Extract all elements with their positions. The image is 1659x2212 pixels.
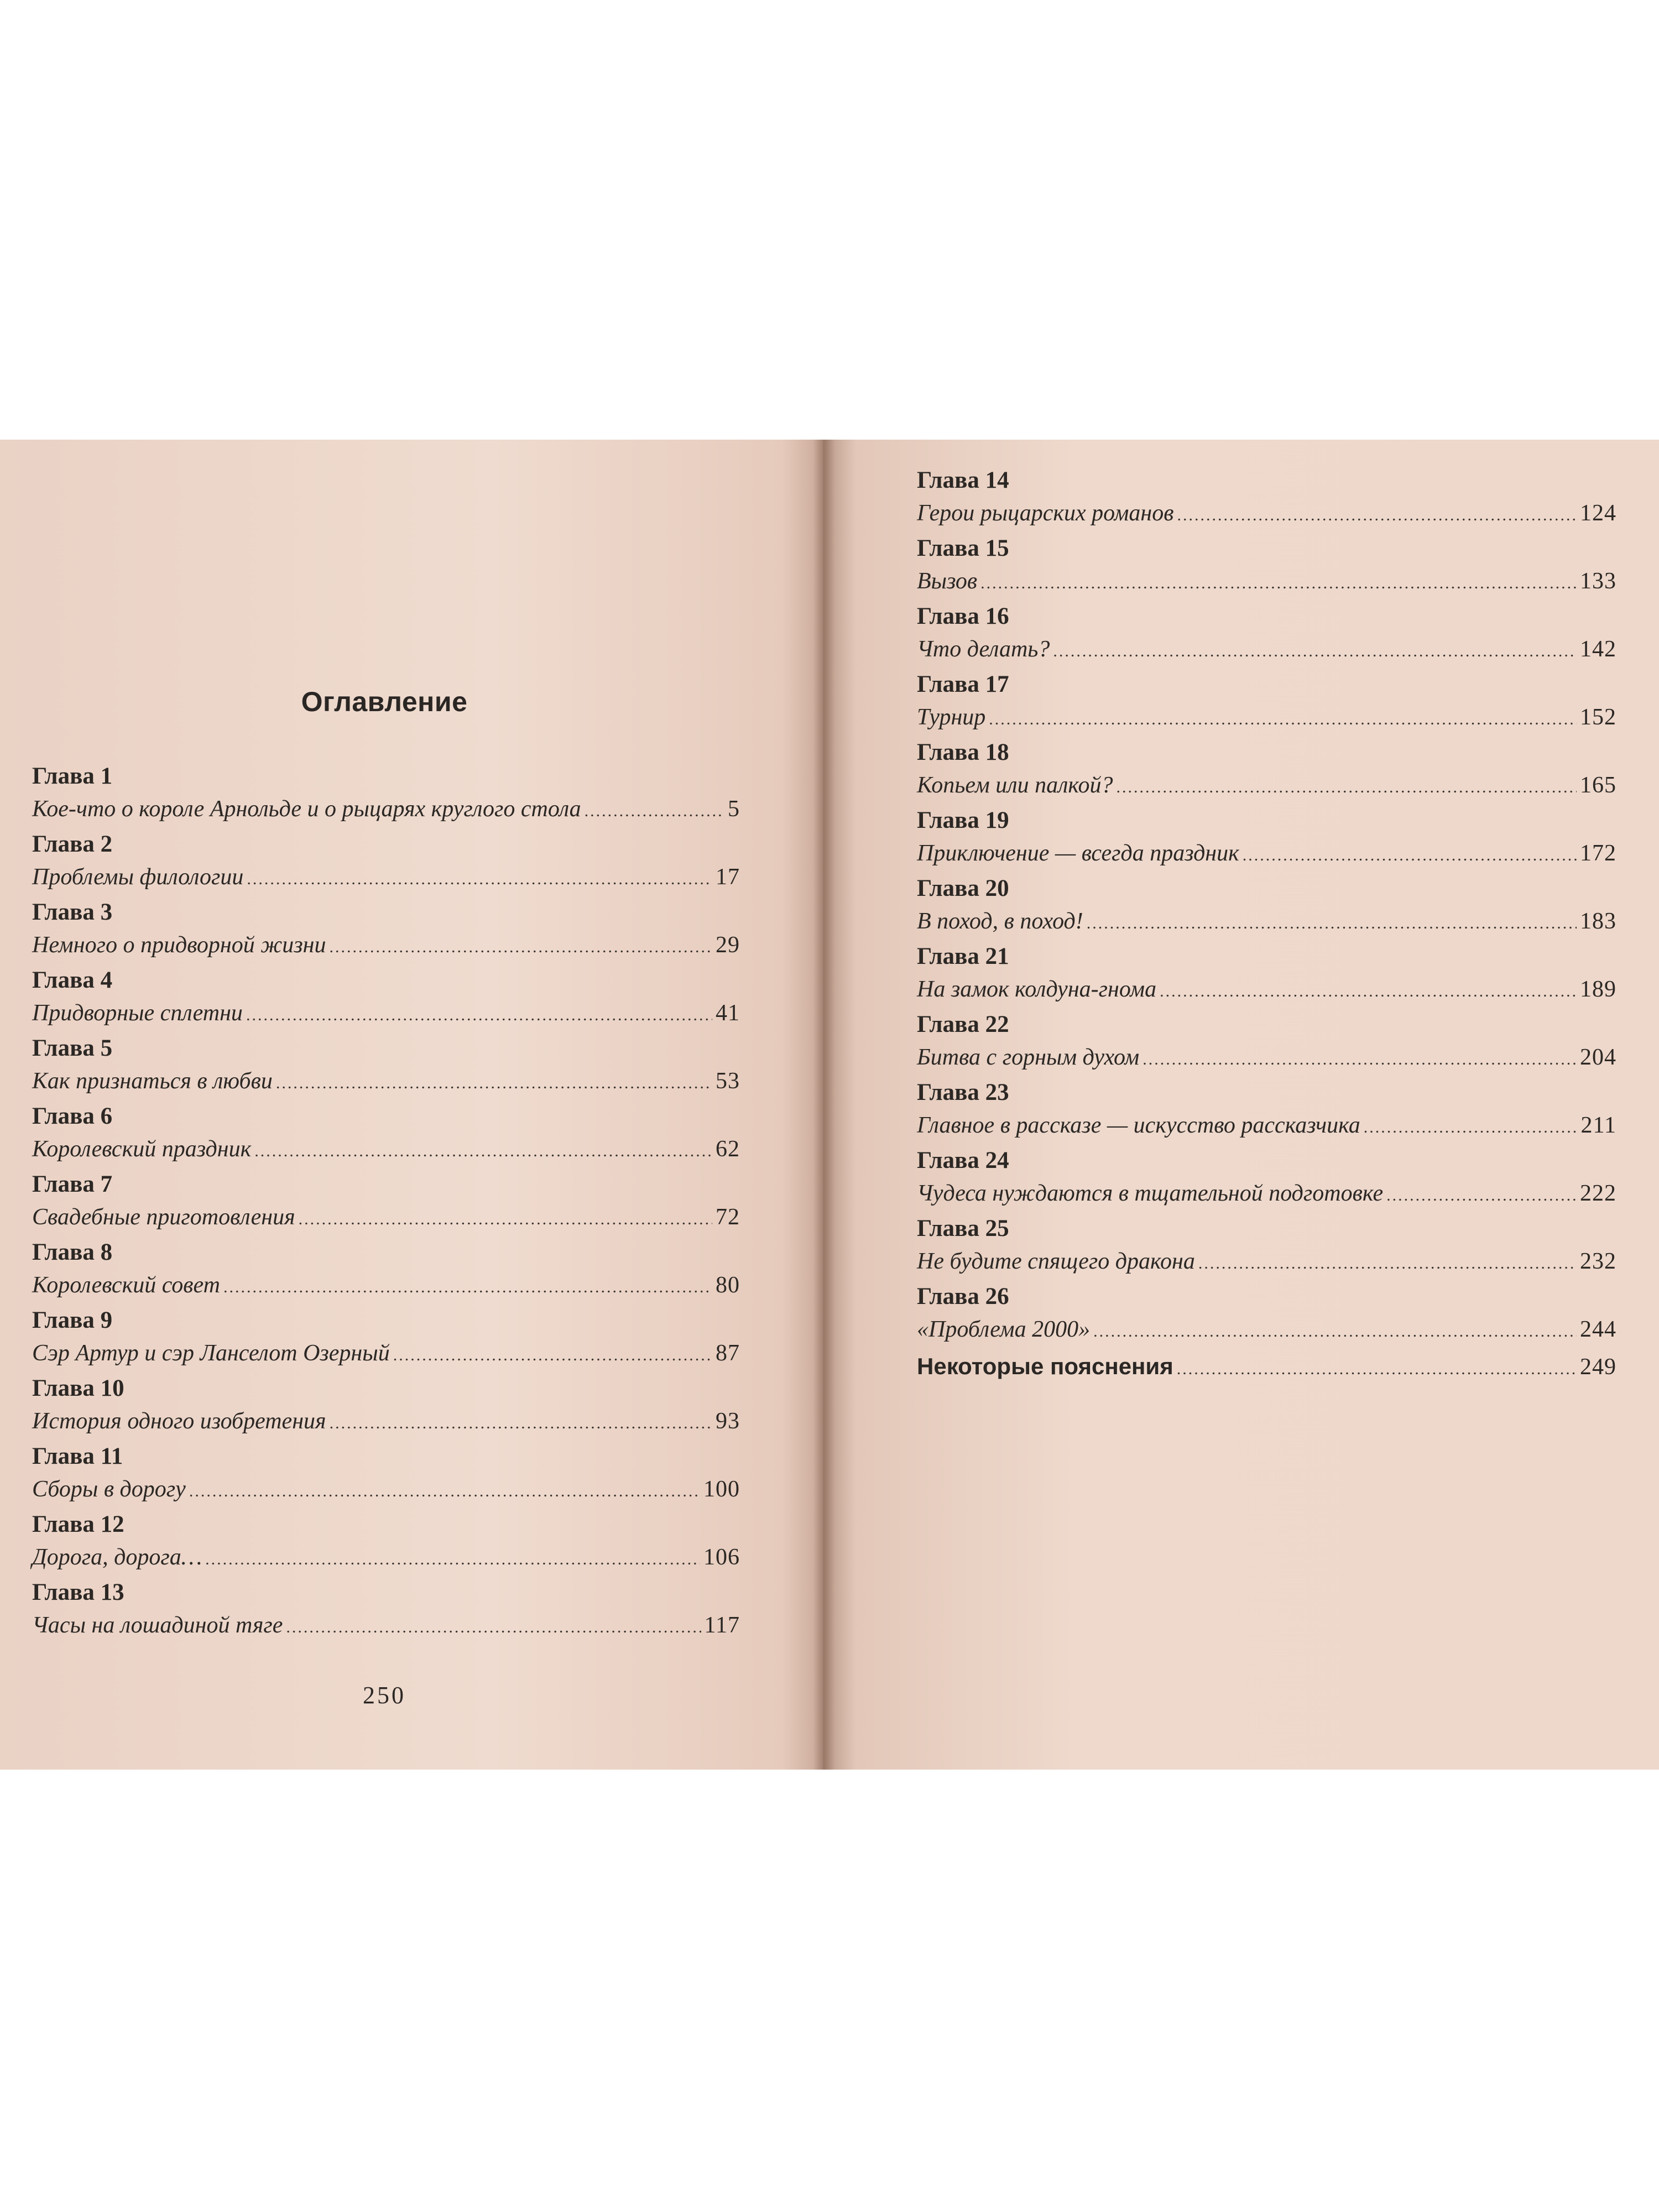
- toc-line: [32, 1337, 740, 1370]
- dot-leader: [980, 567, 1577, 600]
- dot-leader: [1087, 907, 1577, 940]
- chapter-label: Глава 7: [32, 1171, 113, 1197]
- toc-line: [917, 905, 1616, 938]
- toc-line: [917, 1041, 1616, 1074]
- toc-entry[interactable]: [917, 1009, 1616, 1077]
- chapter-label: Глава 1: [32, 763, 113, 789]
- toc-line: [32, 1065, 740, 1098]
- chapter-title: Часы на лошадиной тяге: [32, 1613, 283, 1638]
- toc-line: [32, 1609, 740, 1642]
- dot-leader: [1160, 975, 1577, 1008]
- toc-entry[interactable]: [32, 1441, 740, 1509]
- toc-line: [32, 997, 740, 1030]
- toc-line: [917, 837, 1616, 870]
- chapter-label: Глава 8: [32, 1239, 113, 1265]
- book-spine-gutter: [813, 440, 835, 1770]
- toc-entry[interactable]: [917, 1213, 1616, 1281]
- left-page: [0, 440, 823, 1770]
- page-number: 93: [716, 1408, 740, 1434]
- dot-leader: [1386, 1179, 1577, 1212]
- dot-leader: [1053, 635, 1577, 668]
- toc-entry[interactable]: [32, 828, 740, 896]
- chapter-label: Глава 6: [32, 1103, 113, 1129]
- chapter-title: На замок колдуна-гнома: [917, 977, 1157, 1002]
- toc-entry[interactable]: [32, 1168, 740, 1237]
- page-number: 117: [704, 1613, 740, 1638]
- page-number: 211: [1580, 1113, 1616, 1138]
- chapter-title: Копьем или палкой?: [917, 773, 1113, 798]
- toc-entry[interactable]: [32, 1509, 740, 1577]
- dot-leader: [223, 1271, 712, 1304]
- toc-entry[interactable]: [32, 964, 740, 1032]
- dot-leader: [246, 999, 712, 1032]
- page-folio: 250: [363, 1682, 406, 1709]
- chapter-label: Глава 11: [32, 1443, 123, 1469]
- toc-entry[interactable]: [917, 669, 1616, 737]
- toc-entry[interactable]: [32, 1100, 740, 1168]
- chapter-title: Турнир: [917, 705, 986, 730]
- toc-line: [917, 701, 1616, 734]
- chapter-title: Свадебные приготовления: [32, 1204, 295, 1230]
- page-number: 222: [1580, 1181, 1616, 1206]
- chapter-label: Глава 12: [32, 1511, 124, 1537]
- dot-leader: [205, 1543, 700, 1576]
- chapter-title: В поход, в поход!: [917, 909, 1083, 934]
- page-number: 100: [703, 1477, 740, 1502]
- chapter-label: Глава 4: [32, 967, 113, 993]
- toc-entry[interactable]: [917, 941, 1616, 1009]
- dot-leader: [1364, 1111, 1578, 1144]
- dot-leader: [1243, 839, 1577, 872]
- chapter-title: Битва с горным духом: [917, 1045, 1140, 1070]
- chapter-label: Глава 15: [917, 535, 1009, 561]
- chapter-title: Что делать?: [917, 637, 1050, 662]
- page-number: 62: [716, 1136, 740, 1162]
- toc-line: [32, 792, 740, 826]
- chapter-title: Проблемы филологии: [32, 864, 244, 890]
- page-number: 152: [1580, 705, 1616, 730]
- dot-leader: [189, 1475, 700, 1508]
- notes-title: Некоторые пояснения: [917, 1353, 1173, 1379]
- page-number: 72: [716, 1204, 740, 1230]
- toc-entry[interactable]: [32, 1577, 740, 1645]
- page-number: 189: [1580, 977, 1616, 1002]
- chapter-title: Сэр Артур и сэр Ланселот Озерный: [32, 1340, 390, 1366]
- chapter-title: Королевский праздник: [32, 1136, 252, 1162]
- page-number: 244: [1580, 1317, 1616, 1342]
- page-number: 183: [1580, 909, 1616, 934]
- chapter-label: Глава 16: [917, 603, 1009, 629]
- chapter-label: Глава 13: [32, 1579, 124, 1605]
- dot-leader: [299, 1203, 712, 1236]
- chapter-title: Вызов: [917, 568, 978, 594]
- toc-entry[interactable]: [917, 873, 1616, 941]
- page-number: 204: [1580, 1045, 1616, 1070]
- toc-entry[interactable]: [917, 533, 1616, 601]
- page-number: 232: [1580, 1249, 1616, 1274]
- toc-line: [917, 1313, 1616, 1346]
- dot-leader: [1116, 771, 1577, 804]
- chapter-title: Герои рыцарских романов: [917, 500, 1174, 526]
- toc-entry[interactable]: [32, 1032, 740, 1100]
- chapter-title: Придворные сплетни: [32, 1000, 243, 1026]
- toc-entry[interactable]: [32, 760, 740, 828]
- dot-leader: [1177, 1353, 1577, 1386]
- dot-leader: [1198, 1247, 1577, 1280]
- toc-entry[interactable]: [917, 737, 1616, 805]
- toc-entry[interactable]: [32, 1373, 740, 1441]
- chapter-title: Немного о придворной жизни: [32, 932, 326, 958]
- page-number: 142: [1580, 637, 1616, 662]
- page-number: 133: [1580, 568, 1616, 594]
- toc-line: [32, 1473, 740, 1506]
- chapter-label: Глава 24: [917, 1147, 1009, 1173]
- page-number: 80: [716, 1272, 740, 1298]
- open-book-spread: [0, 440, 1659, 1770]
- chapter-label: Глава 25: [917, 1215, 1009, 1241]
- dot-leader: [1177, 499, 1577, 532]
- toc-line: [32, 1269, 740, 1302]
- toc-entry[interactable]: [32, 896, 740, 964]
- toc-line: [917, 1109, 1616, 1142]
- dot-leader: [276, 1067, 712, 1100]
- toc-entry[interactable]: [32, 1305, 740, 1373]
- toc-line: [32, 860, 740, 894]
- dot-leader: [286, 1611, 701, 1644]
- toc-list-left: [32, 760, 740, 1645]
- chapter-label: Глава 14: [917, 467, 1009, 493]
- chapter-label: Глава 9: [32, 1307, 113, 1333]
- dot-leader: [254, 1135, 712, 1168]
- toc-entry[interactable]: [32, 1237, 740, 1305]
- toc-line: [917, 973, 1616, 1006]
- chapter-label: Глава 23: [917, 1079, 1009, 1105]
- toc-line: [32, 928, 740, 962]
- dot-leader: [1093, 1315, 1577, 1348]
- page-number: 17: [716, 864, 740, 890]
- page-number: 249: [1580, 1354, 1616, 1380]
- right-page: [823, 440, 1659, 1770]
- page-number: 106: [703, 1545, 740, 1570]
- chapter-title: «Проблема 2000»: [917, 1317, 1091, 1342]
- toc-entry[interactable]: [917, 1281, 1616, 1349]
- chapter-label: Глава 26: [917, 1284, 1009, 1310]
- page-title: Оглавление: [301, 686, 468, 717]
- dot-leader: [393, 1339, 712, 1372]
- dot-leader: [1142, 1043, 1577, 1076]
- dot-leader: [585, 795, 724, 828]
- chapter-label: Глава 10: [32, 1375, 124, 1401]
- chapter-label: Глава 5: [32, 1035, 113, 1061]
- chapter-title: Королевский совет: [32, 1272, 220, 1298]
- chapter-title: Приключение — всегда праздник: [917, 841, 1239, 866]
- toc-line: [917, 1245, 1616, 1278]
- toc-line: [917, 565, 1616, 598]
- page-number: 124: [1580, 500, 1616, 526]
- toc-line: [917, 769, 1616, 802]
- page-number: 53: [716, 1068, 740, 1094]
- chapter-label: Глава 17: [917, 671, 1009, 697]
- toc-entry-notes[interactable]: [917, 1350, 1616, 1383]
- toc-line: [32, 1133, 740, 1166]
- page-number: 165: [1580, 773, 1616, 798]
- chapter-title: Главное в рассказе — искусство рассказчика: [917, 1113, 1360, 1138]
- toc-line: [32, 1201, 740, 1234]
- toc-entry[interactable]: [917, 1077, 1616, 1145]
- chapter-label: Глава 20: [917, 875, 1009, 901]
- page-number: 87: [716, 1340, 740, 1366]
- toc-entry[interactable]: [917, 805, 1616, 873]
- chapter-label: Глава 2: [32, 831, 113, 857]
- toc-entry[interactable]: [917, 465, 1616, 533]
- chapter-label: Глава 18: [917, 739, 1009, 765]
- page-number: 41: [716, 1000, 740, 1026]
- chapter-title: История одного изобретения: [32, 1408, 326, 1434]
- dot-leader: [330, 1407, 712, 1440]
- chapter-title: Как признаться в любви: [32, 1068, 273, 1094]
- dot-leader: [989, 703, 1577, 736]
- page-number: 29: [716, 932, 740, 958]
- page-number: 5: [728, 796, 740, 822]
- page-number: 172: [1580, 841, 1616, 866]
- chapter-title: Дорога, дорога…: [32, 1545, 202, 1570]
- toc-line: [32, 1405, 740, 1438]
- chapter-title: Не будите спящего дракона: [917, 1249, 1195, 1274]
- chapter-label: Глава 3: [32, 899, 113, 925]
- toc-line: [32, 1541, 740, 1574]
- chapter-title: Чудеса нуждаются в тщательной подготовке: [917, 1181, 1384, 1206]
- dot-leader: [330, 931, 712, 964]
- toc-list-right: [917, 465, 1616, 1383]
- toc-line: [917, 1177, 1616, 1210]
- toc-entry[interactable]: [917, 1145, 1616, 1213]
- chapter-label: Глава 19: [917, 807, 1009, 833]
- toc-entry[interactable]: [917, 601, 1616, 669]
- chapter-title: Кое-что о короле Арнольде и о рыцарях круглого стола: [32, 796, 581, 822]
- dot-leader: [247, 863, 712, 896]
- chapter-label: Глава 22: [917, 1011, 1009, 1037]
- toc-line: [917, 633, 1616, 666]
- chapter-title: Сборы в дорогу: [32, 1477, 186, 1502]
- chapter-label: Глава 21: [917, 943, 1009, 969]
- toc-line: [917, 497, 1616, 530]
